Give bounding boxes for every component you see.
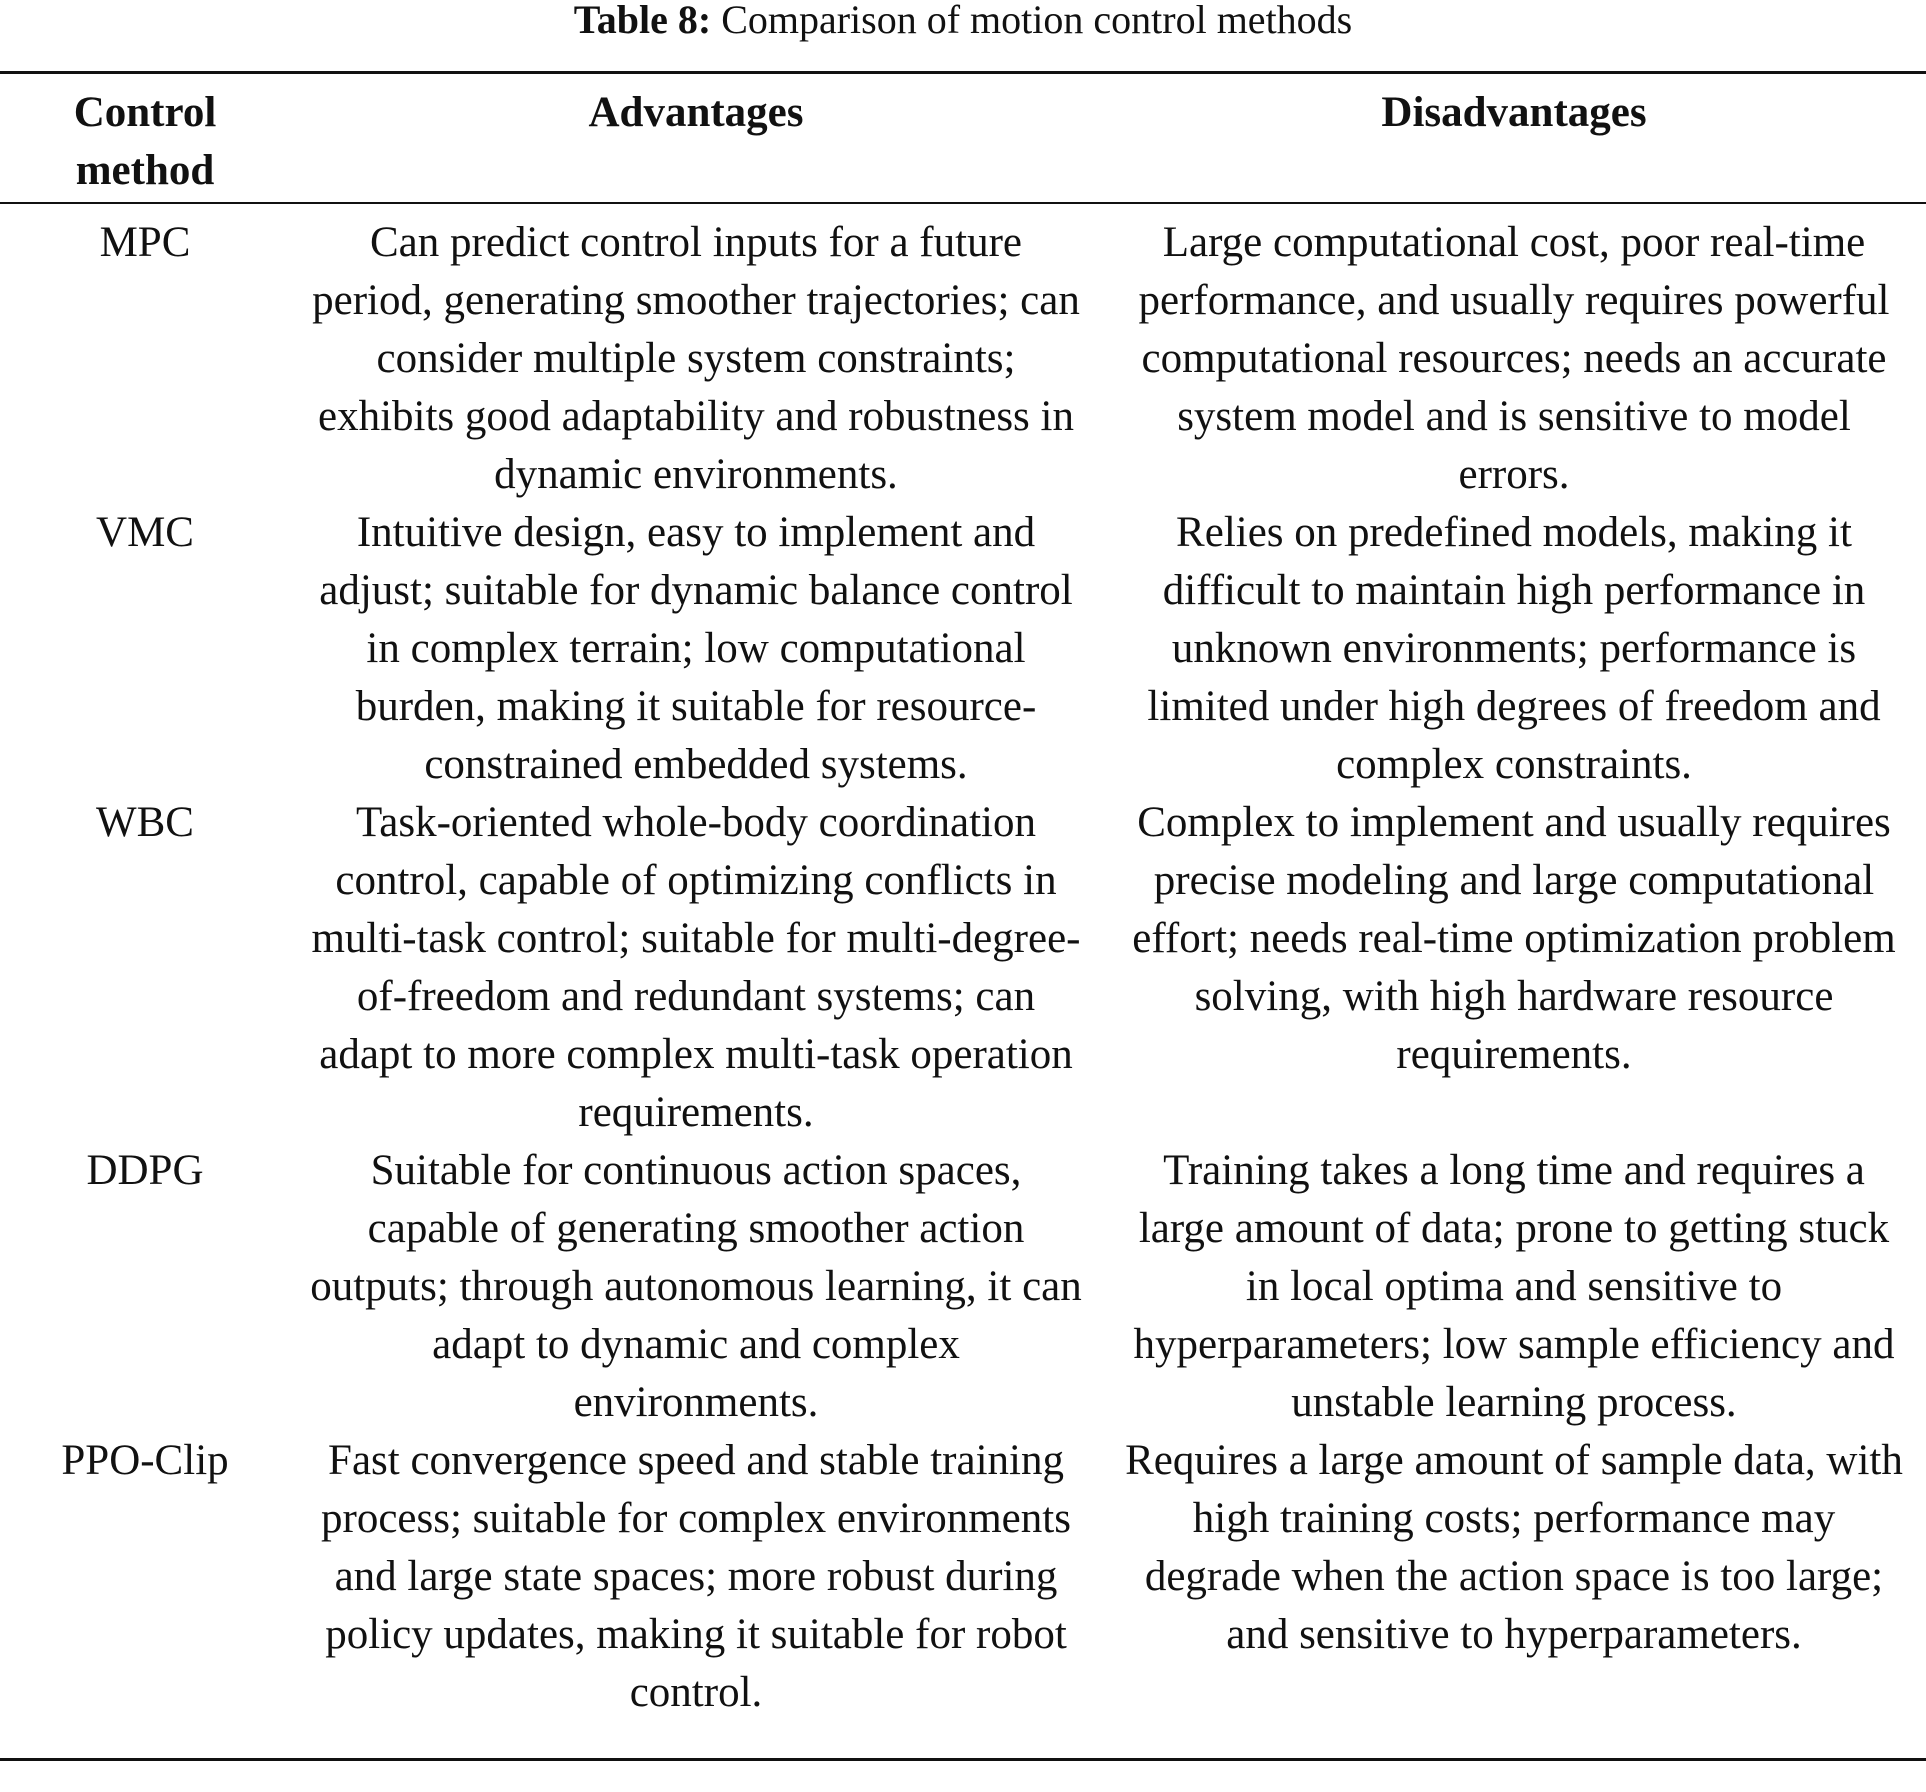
table-header-row	[0, 84, 1926, 204]
cell-advantages: Intuitive design, easy to implement and adjust; suitable for dynamic balance control in complex terrain; low computational burden, making it suitable for resource-constrained embedded systems.	[319, 509, 1073, 788]
table-caption	[0, 0, 1926, 40]
header-disadvantages: Disadvantages	[1381, 89, 1647, 136]
cell-disadvantages: Training takes a long time and requires a large amount of data; prone to getting stuck in local optima and sensitive to hyperparameters; low sample efficiency and unstable learning process.	[1133, 1147, 1895, 1426]
table-caption-text: Comparison of motion control methods	[711, 0, 1353, 42]
table-row	[0, 504, 1926, 794]
cell-disadvantages: Requires a large amount of sample data, with high training costs; performance may degrade when the action space is too large; and sensitive to hyperparameters.	[1125, 1437, 1903, 1658]
cell-disadvantages: Complex to implement and usually requires precise modeling and large computational effort; needs real-time optimization problem solving, with high hardware resource requirements.	[1132, 799, 1896, 1078]
table-top-rule	[0, 71, 1926, 74]
table-row	[0, 1142, 1926, 1432]
table-row	[0, 204, 1926, 504]
cell-disadvantages: Relies on predefined models, making it difficult to maintain high performance in unknown environments; performance is limited under high degrees of freedom and complex constraints.	[1147, 509, 1881, 788]
cell-advantages: Task-oriented whole-body coordination control, capable of optimizing conflicts in multi-task control; suitable for multi-degree-of-freedom and redundant systems; can adapt to more complex multi-task operation requirements.	[311, 799, 1081, 1136]
cell-advantages: Suitable for continuous action spaces, capable of generating smoother action outputs; through autonomous learning, it can adapt to dynamic and complex environments.	[310, 1147, 1082, 1426]
cell-method: DDPG	[86, 1147, 204, 1194]
comparison-table	[0, 84, 1926, 1722]
cell-method: VMC	[96, 509, 194, 556]
table-caption-label: Table 8:	[573, 0, 712, 42]
cell-disadvantages: Large computational cost, poor real-time performance, and usually requires powerful computational resources; needs an accurate system model and is sensitive to model errors.	[1138, 219, 1890, 498]
cell-method: PPO-Clip	[61, 1437, 229, 1484]
header-control-method: Control method	[73, 89, 217, 194]
cell-method: WBC	[96, 799, 194, 846]
table-bottom-rule	[0, 1758, 1926, 1761]
table-row	[0, 1432, 1926, 1722]
cell-method: MPC	[99, 219, 191, 266]
cell-advantages: Can predict control inputs for a future period, generating smoother trajectories; can consider multiple system constraints; exhibits good adaptability and robustness in dynamic environments.	[312, 219, 1080, 498]
cell-advantages: Fast convergence speed and stable training process; suitable for complex environments and large state spaces; more robust during policy updates, making it suitable for robot control.	[321, 1437, 1071, 1716]
header-advantages: Advantages	[588, 89, 804, 136]
table-row	[0, 794, 1926, 1142]
